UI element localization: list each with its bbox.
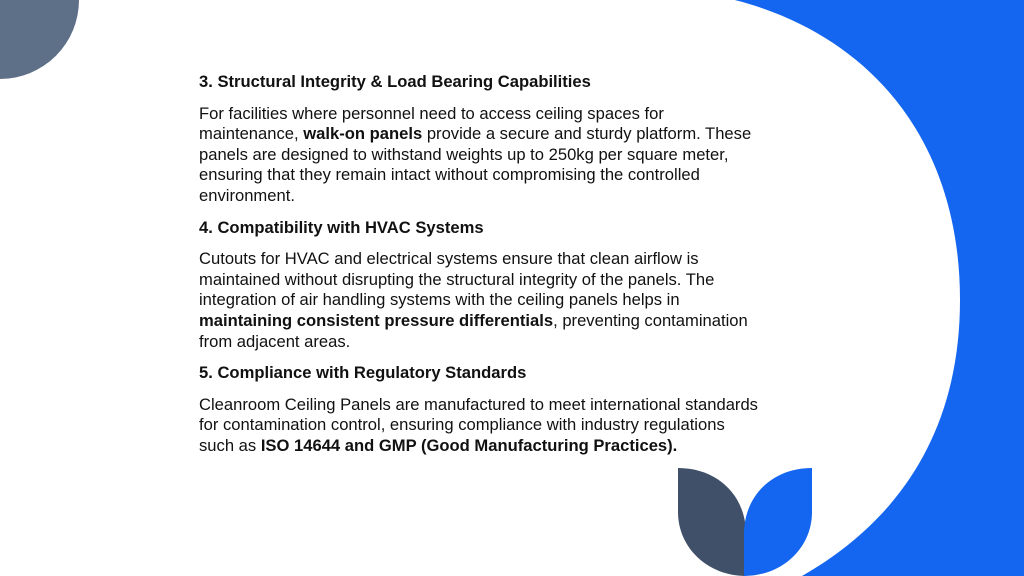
text-run: , preventing contamination from adjacent areas. xyxy=(199,310,748,351)
slide-content xyxy=(199,72,764,468)
section-heading: 4. Compatibility with HVAC Systems xyxy=(199,217,484,237)
bold-text-run: maintaining consistent pressure differentials xyxy=(199,310,554,330)
section-paragraph xyxy=(199,249,764,352)
section-paragraph xyxy=(199,104,764,207)
bold-text-run: ISO 14644 and GMP (Good Manufacturing Practices). xyxy=(260,435,678,455)
text-run: Cleanroom Ceiling Panels are manufactured to meet international standards for contamination control, ensuring compliance with industry regulations such as xyxy=(199,394,758,455)
section-heading: 3. Structural Integrity & Load Bearing Capabilities xyxy=(199,72,591,91)
section-hvac-compatibility xyxy=(199,218,764,353)
section-paragraph xyxy=(199,395,764,457)
text-run: Cutouts for HVAC and electrical systems ensure that clean airflow is maintained without disrupting the structural integrity of the panels. The integration of air handling systems with the ceiling panels helps in xyxy=(199,249,715,310)
section-structural-integrity xyxy=(199,72,764,207)
bold-text-run: walk-on panels xyxy=(303,124,423,144)
text-run: For facilities where personnel need to access ceiling spaces for maintenance, xyxy=(199,103,664,144)
section-heading: 5. Compliance with Regulatory Standards xyxy=(199,363,527,383)
section-regulatory-compliance xyxy=(199,363,764,456)
navy-leaf-shape xyxy=(678,468,748,576)
slate-quarter-circle xyxy=(0,0,80,80)
text-run: provide a secure and sturdy platform. These panels are designed to withstand weights up to 250kg per square meter, ensuring that they remain intact without compromising the controlled environment. xyxy=(199,124,752,205)
blue-leaf-shape xyxy=(744,468,814,576)
